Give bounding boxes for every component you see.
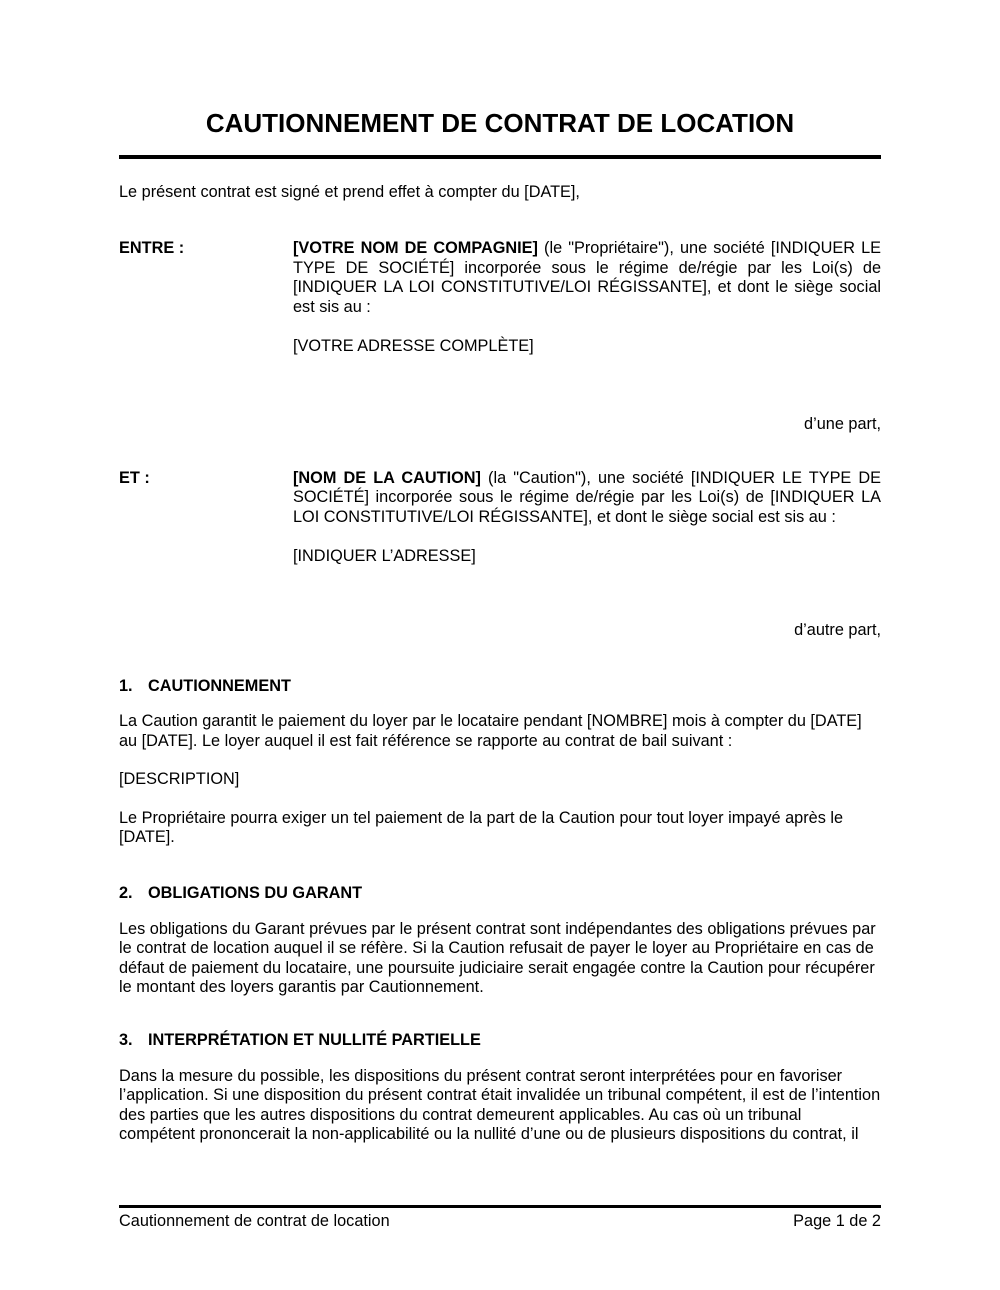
section-3-number: 3.: [119, 1031, 133, 1050]
intro-paragraph: Le présent contrat est signé et prend effet à compter du [DATE],: [119, 183, 580, 201]
party-label-entre: ENTRE :: [119, 239, 185, 258]
section-3-paragraph-1: Dans la mesure du possible, les dispositions du présent contrat seront interprétées pour en favoriser l’application. Si une disposition du présent contrat était invalidée un tribunal compétent, il est de l’intention des parties que les autres dispositions du contrat demeurent applicables. Au cas où un tribunal compétent prononcerait la non-applicabilité ou la nullité d’une ou de plusieurs dispositions du contrat, il: [119, 1066, 881, 1143]
party-description-et: [293, 469, 881, 527]
party-address-et: [INDIQUER L’ADRESSE]: [293, 547, 476, 566]
section-1-paragraph-1: La Caution garantit le paiement du loyer par le locataire pendant [NOMBRE] mois à compter du [DATE] au [DATE]. Le loyer auquel il est fait référence se rapporte au contrat de bail suivant :: [119, 712, 862, 750]
section-2-title: OBLIGATIONS DU GARANT: [148, 884, 363, 903]
section-3-heading: [119, 1031, 881, 1050]
footer-row: [119, 1212, 881, 1231]
section-1-paragraph-3: Le Propriétaire pourra exiger un tel paiement de la part de la Caution pour tout loyer impayé après le [DATE].: [119, 808, 844, 846]
party-label-et: ET :: [119, 468, 150, 487]
footer-page-number: Page 1 de 2: [793, 1212, 881, 1230]
section-1: [119, 677, 881, 847]
title-divider: [119, 155, 881, 159]
page-footer: [119, 1205, 881, 1231]
section-1-title: CAUTIONNEMENT: [148, 676, 291, 695]
footer-document-title: Cautionnement de contrat de location: [119, 1212, 390, 1230]
party-body-et: [293, 469, 881, 567]
section-3-title: INTERPRÉTATION ET NULLITÉ PARTIELLE: [148, 1031, 481, 1050]
section-1-paragraph-2: [DESCRIPTION]: [119, 770, 240, 789]
party-description-text-entre: (le "Propriétaire"), une société [INDIQUER LE TYPE DE SOCIÉTÉ] incorporée sous le régime de/régie par les Loi(s) de [INDIQUER LA LOI CONSTITUTIVE/LOI RÉGISSANTE], et dont le siège social est sis au :: [293, 239, 881, 316]
document-content: [0, 108, 1000, 1144]
closing-dautre-part: d’autre part,: [794, 621, 881, 640]
section-2-number: 2.: [119, 884, 133, 903]
party-address-entre: [VOTRE ADRESSE COMPLÈTE]: [293, 337, 534, 356]
document-title: CAUTIONNEMENT DE CONTRAT DE LOCATION: [205, 108, 795, 138]
party-name-placeholder-et: [NOM DE LA CAUTION]: [293, 468, 481, 487]
party-body-entre: [293, 239, 881, 356]
section-1-heading: [119, 677, 881, 696]
section-2: [119, 884, 881, 997]
section-2-heading: [119, 884, 881, 903]
section-1-number: 1.: [119, 676, 133, 695]
section-2-paragraph-1: Les obligations du Garant prévues par le présent contrat sont indépendantes des obligations prévues par le contrat de location auquel il se réfère. Si la Caution refusait de payer le loyer au Propriétaire en cas de défaut de paiement du locataire, une poursuite judiciaire serait engagée contre la Caution pour récupérer le montant des loyers garantis par Cautionnement.: [119, 919, 876, 996]
section-3: [119, 1031, 881, 1144]
party-description-text-et: (la "Caution"), une société [INDIQUER LE TYPE DE SOCIÉTÉ] incorporée sous le régime de/régie par les Loi(s) de [INDIQUER LA LOI CONSTITUTIVE/LOI RÉGISSANTE], et dont le siège social est sis au :: [293, 468, 881, 526]
closing-dune-part: d’une part,: [804, 415, 881, 434]
party-name-placeholder-entre: [VOTRE NOM DE COMPAGNIE]: [293, 239, 538, 258]
party-description-entre: [293, 239, 881, 317]
party-block-et: [119, 469, 881, 567]
party-block-entre: [119, 239, 881, 356]
